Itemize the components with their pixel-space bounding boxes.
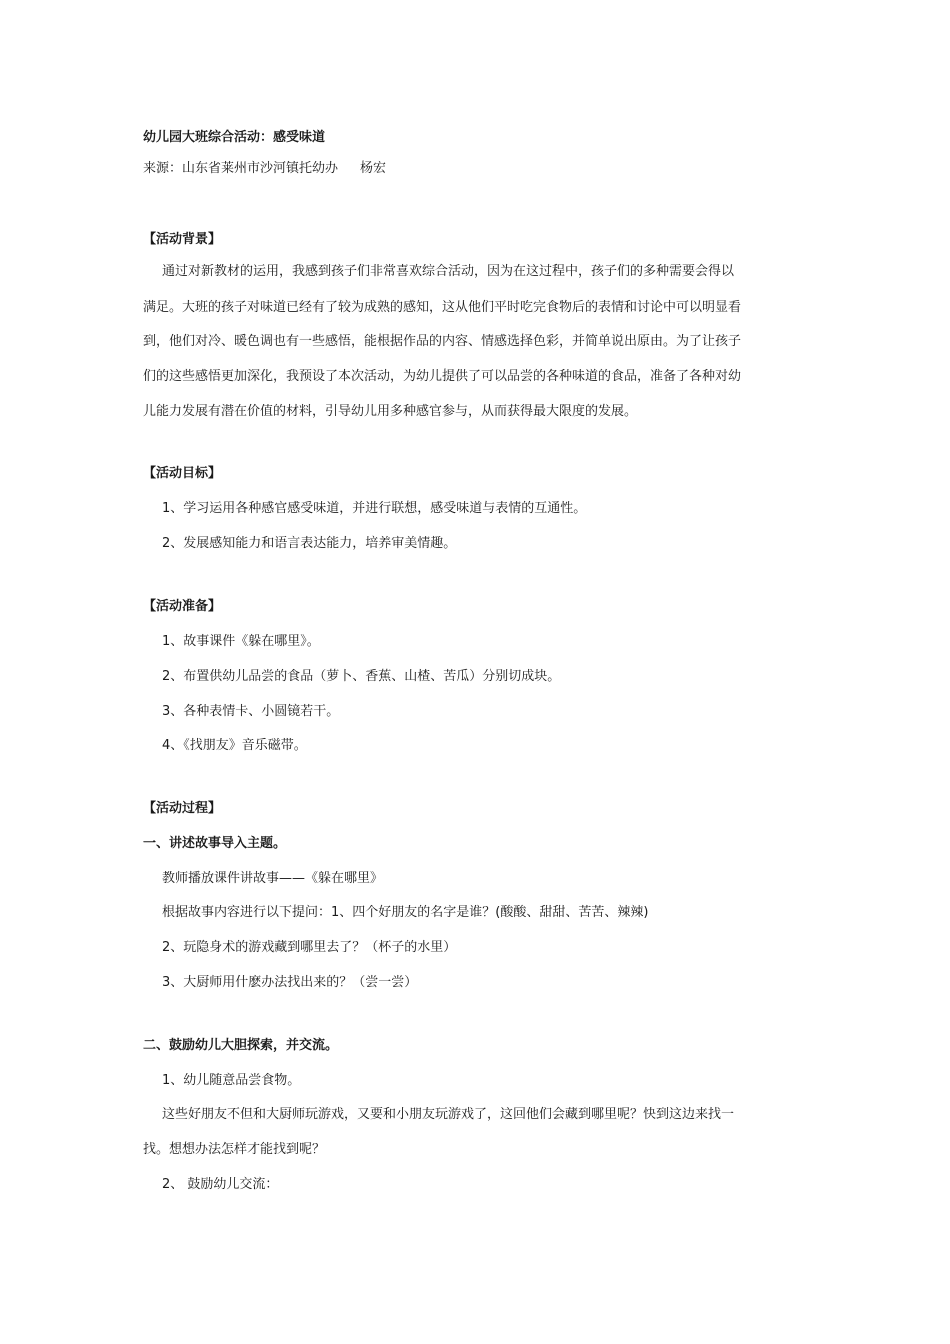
document-title: 幼儿园大班综合活动：感受味道 [143, 130, 326, 145]
goals-heading: 【活动目标】 [143, 466, 222, 481]
source-line [143, 159, 803, 178]
process-part1-line-3: 2、玩隐身术的游戏藏到哪里去了？（杯子的水里） [162, 940, 457, 955]
background-line-4: 们的这些感悟更加深化，我预设了本次活动，为幼儿提供了可以品尝的各种味道的食品，准备了各种对幼 [143, 369, 742, 384]
goal-item-2: 2、发展感知能力和语言表达能力，培养审美情趣。 [162, 536, 457, 551]
process-part1-line-1: 教师播放课件讲故事——《躲在哪里》 [162, 871, 384, 886]
process-part2-title: 二、鼓励幼儿大胆探索，并交流。 [143, 1038, 339, 1053]
goal-item-1: 1、学习运用各种感官感受味道，并进行联想，感受味道与表情的互通性。 [162, 501, 587, 516]
process-part2-item-1: 1、幼儿随意品尝食物。 [162, 1073, 301, 1088]
process-part1-line-2: 根据故事内容进行以下提问：1、四个好朋友的名字是谁？(酸酸、甜甜、苦苦、辣辣) [162, 905, 649, 920]
process-heading: 【活动过程】 [143, 801, 222, 816]
process-part2-para-line-1: 这些好朋友不但和大厨师玩游戏，又要和小朋友玩游戏了，这回他们会藏到哪里呢？快到这边来找一 [162, 1107, 735, 1122]
preparation-item-1: 1、故事课件《躲在哪里》。 [162, 634, 320, 649]
author-name: 杨宏 [360, 161, 387, 176]
preparation-item-4: 4、《找朋友》音乐磁带。 [162, 738, 307, 753]
process-part2-para-line-2: 找。想想办法怎样才能找到呢？ [143, 1142, 326, 1157]
preparation-item-2: 2、布置供幼儿品尝的食品（萝卜、香蕉、山楂、苦瓜）分别切成块。 [162, 669, 561, 684]
background-line-5: 儿能力发展有潜在价值的材料，引导幼儿用多种感官参与，从而获得最大限度的发展。 [143, 404, 638, 419]
background-line-2: 满足。大班的孩子对味道已经有了较为成熟的感知，这从他们平时吃完食物后的表情和讨论中可以明显看 [143, 300, 742, 315]
preparation-heading: 【活动准备】 [143, 599, 222, 614]
process-part1-line-4: 3、大厨师用什麽办法找出来的？（尝一尝） [162, 975, 418, 990]
preparation-item-3: 3、各种表情卡、小圆镜若干。 [162, 704, 340, 719]
background-line-3: 到，他们对冷、暖色调也有一些感悟，能根据作品的内容、情感选择色彩，并简单说出原由。为了让孩子 [143, 334, 742, 349]
process-part1-title: 一、讲述故事导入主题。 [143, 836, 287, 851]
background-line-1: 通过对新教材的运用，我感到孩子们非常喜欢综合活动，因为在这过程中，孩子们的多种需要会得以 [162, 264, 735, 279]
background-heading: 【活动背景】 [143, 232, 222, 247]
source-label: 来源：山东省莱州市沙河镇托幼办 [143, 161, 339, 176]
process-part2-item-2: 2、 鼓励幼儿交流： [162, 1177, 279, 1192]
